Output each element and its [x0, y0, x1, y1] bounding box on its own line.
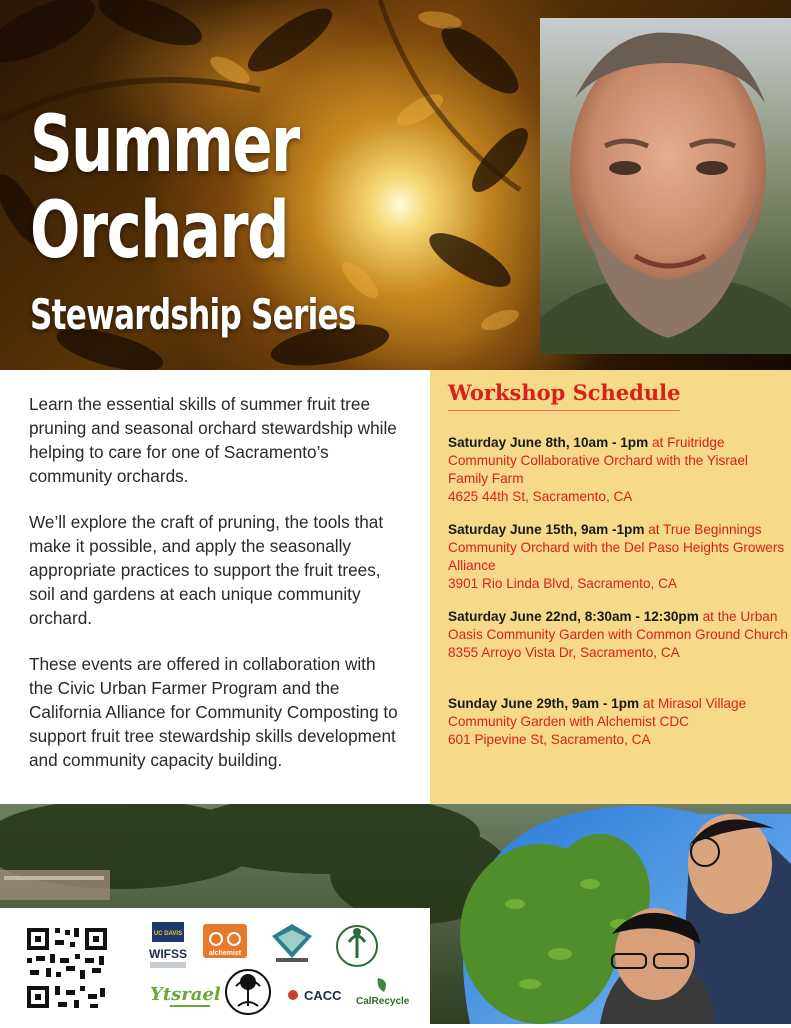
alchemist-logo	[203, 924, 247, 958]
event-address: 8355 Arroyo Vista Dr, Sacramento, CA	[448, 645, 680, 660]
svg-text:Ytsrael: Ytsrael	[150, 984, 221, 1005]
schedule-event-2	[448, 521, 788, 593]
event-address: 601 Pipevine St, Sacramento, CA	[448, 732, 651, 747]
event-address: 4625 44th St, Sacramento, CA	[448, 489, 633, 504]
event-location: at the Urban Oasis Community Garden with Common Ground Church	[448, 609, 788, 642]
uc-davis-wifss-logo	[149, 922, 187, 968]
event-date-time: Saturday June 8th, 10am - 1pm	[448, 435, 649, 450]
svg-text:UC DAVIS: UC DAVIS	[153, 931, 183, 937]
event-location: at Mirasol Village Community Garden with Alchemist CDC	[448, 696, 747, 729]
event-date-time: Saturday June 15th, 9am -1pm	[448, 522, 645, 537]
partner-logos-strip	[0, 908, 430, 1024]
intro-paragraph-2: We’ll explore the craft of pruning, the tools that make it possible, and apply the seasonally appropriate practices to support the fruit trees, soil and gardens at each unique community orchard.	[29, 512, 384, 628]
schedule-heading: Workshop Schedule	[448, 380, 681, 405]
tree-roots-logo	[226, 970, 270, 1014]
cacc-logo	[288, 988, 342, 1003]
event-date-time: Saturday June 22nd, 8:30am - 12:30pm	[448, 609, 699, 624]
qr-code-icon[interactable]	[24, 925, 110, 1011]
schedule-event-3	[448, 608, 788, 662]
shield-emblem-logo	[272, 924, 312, 962]
title-line-summer: Summer	[30, 100, 299, 190]
schedule-event-1	[448, 434, 788, 506]
schedule-event-4	[448, 695, 788, 749]
svg-text:CalRecycle: CalRecycle	[356, 996, 410, 1007]
title-line-series: Stewardship Series	[30, 290, 356, 339]
calrecycle-logo	[356, 978, 410, 1007]
intro-paragraph-3: These events are offered in collaboration with the Civic Urban Farmer Program and the California Alliance for Community Composting to support fruit tree stewardship skills development and community capacity building.	[29, 654, 398, 770]
del-paso-heights-growers-logo	[337, 926, 377, 966]
svg-text:CACC: CACC	[304, 988, 342, 1003]
event-address: 3901 Rio Linda Blvd, Sacramento, CA	[448, 576, 677, 591]
intro-text	[29, 392, 399, 794]
event-date-time: Sunday June 29th, 9am - 1pm	[448, 696, 640, 711]
hero-banner	[0, 0, 791, 370]
workshop-schedule-panel	[430, 370, 791, 804]
instructor-portrait-photo	[540, 18, 791, 354]
event-location: at True Beginnings Community Orchard with the Del Paso Heights Growers Alliance	[448, 522, 785, 573]
svg-text:WIFSS: WIFSS	[149, 947, 187, 961]
intro-paragraph-1: Learn the essential skills of summer fruit tree pruning and seasonal orchard stewardship while helping to care for one of Sacramento’s community orchards.	[29, 394, 397, 486]
schedule-heading-underline	[448, 410, 680, 411]
title-line-orchard: Orchard	[30, 186, 289, 276]
event-location: at Fruitridge Community Collaborative Orchard with the Yisrael Family Farm	[448, 435, 748, 486]
svg-text:alchemist: alchemist	[208, 950, 242, 957]
yisrael-family-farm-logo	[150, 984, 221, 1007]
